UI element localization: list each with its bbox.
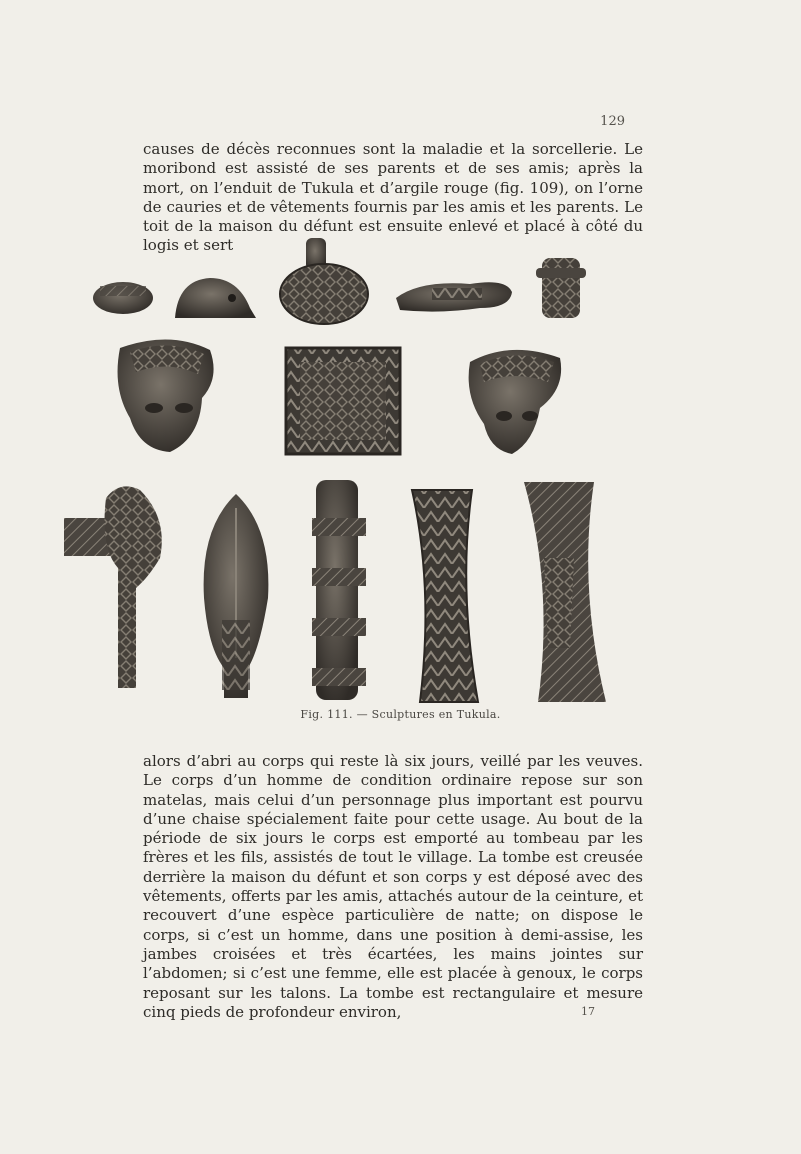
- animal-head-sculpture: [175, 278, 256, 318]
- figure-sculptures: [60, 228, 620, 706]
- page-number: 129: [600, 114, 625, 129]
- leaf-paddle-sculpture: [204, 494, 269, 698]
- tall-carved-plaque-sculpture: [524, 482, 606, 702]
- zigzag-plaque-sculpture: [412, 490, 478, 702]
- reclining-figure-sculpture: [396, 282, 512, 311]
- lidded-box-sculpture: [280, 238, 368, 324]
- paragraph-top: causes de décès reconnues sont la maladie et la sorcellerie. Le moribond est assisté de ses parents et de ses amis; après la mort, on l’enduit de Tukula et d’argile rouge (fig. 109), on l’orne de cauries et de vêtements fournis par les amis et les parents. Le toit de la maison du défunt est ensuite enlevé et placé à côté du logis et sert: [143, 140, 643, 255]
- paragraph-bottom: alors d’abri au corps qui reste là six jours, veillé par les veuves. Le corps d’un homme de condition ordinaire repose sur son matelas, mais celui d’un personnage plus important est pourvu d’une chaise spécialement faite pour cette usage. Au bout de la période de six jours le corps est emporté au tombeau par les frères et les fils, assistés de tout le village. La tombe est creusée derrière la maison du défunt et son corps y est déposé avec des vêtements, offerts par les amis, attachés autour de la ceinture, et recouvert d’une espèce particulière de natte; on dispose le corps, si c’est un homme, dans une position à demi-assise, les jambes croisées et très écartées, les mains jointes sur l’abdomen; si c’est une femme, elle est placée à genoux, le corps reposant sur les talons. La tombe est rectangulaire et mesure cinq pieds de profondeur environ,: [143, 752, 643, 1021]
- stacked-column-sculpture: [312, 480, 366, 700]
- sculptures-illustration: [60, 228, 620, 706]
- head-cup-right-sculpture: [469, 350, 562, 454]
- carved-square-box-sculpture: [286, 348, 400, 454]
- small-disc-sculpture: [93, 282, 153, 314]
- standing-figurine-sculpture: [536, 258, 586, 318]
- signature-mark: 17: [581, 1005, 595, 1018]
- figure-caption: Fig. 111. — Sculptures en Tukula.: [300, 708, 501, 721]
- head-cup-left-sculpture: [118, 339, 214, 452]
- axe-shaped-sculpture: [64, 486, 162, 688]
